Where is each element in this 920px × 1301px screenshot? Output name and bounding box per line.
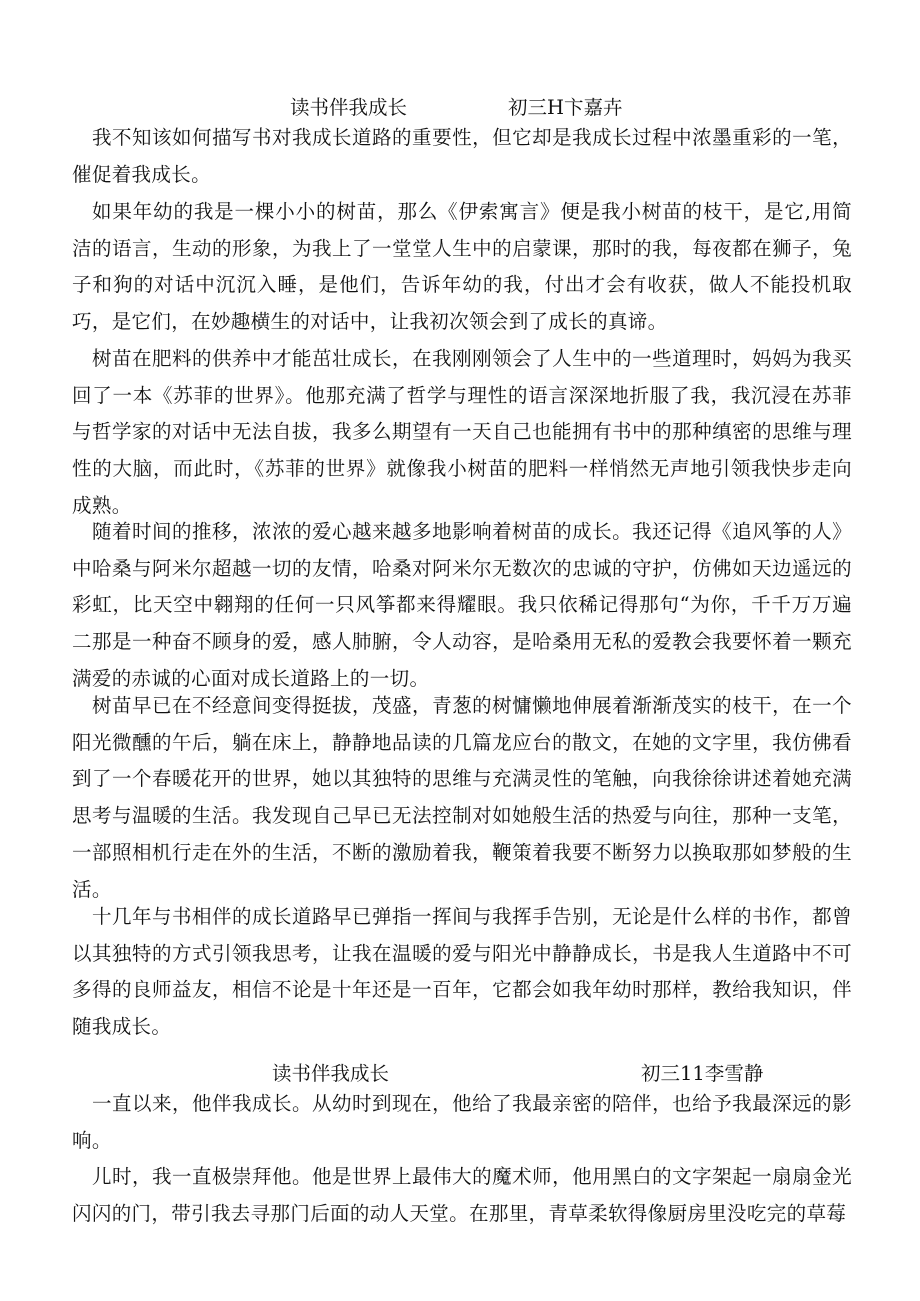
essay1-paragraph-2: 如果年幼的我是一棵小小的树苗，那么《伊索寓言》便是我小树苗的枝干，是它,用简洁的语言，生动的形象，为我上了一堂堂人生中的启蒙课，那时的我，每夜都在狮子，兔子和狗的对话中沉沉入睡，是他们，告诉年幼的我，付出才会有收获，做人不能投机取巧，是它们，在妙趣横生的对话中，让我初次领会到了成长的真谛。 [72,200,852,334]
essay2-paragraph-2: 儿时，我一直极崇拜他。他是世界上最伟大的魔术师，他用黑白的文字架起一扇扇金光闪闪的门，带引我去寻那门后面的动人天堂。在那里，青草柔软得像厨房里没吃完的草莓 [72,1165,852,1225]
essay2-byline: 初三11李雪静 [641,1062,764,1085]
essay1-paragraph-6: 十几年与书相伴的成长道路早已弹指一挥间与我挥手告别，无论是什么样的书作，都曾以其独特的方式引领我思考，让我在温暖的爱与阳光中静静成长，书是我人生道路中不可多得的良师益友，相信不论是十年还是一百年，它都会如我年幼时那样，教给我知识，伴随我成长。 [72,905,852,1039]
essay2-paragraph-1: 一直以来，他伴我成长。从幼时到现在，他给了我最亲密的陪伴，也给予我最深远的影响。 [72,1092,852,1152]
essay1-title: 读书伴我成长 [290,96,408,119]
essay1-paragraph-5: 树苗早已在不经意间变得挺拔，茂盛，青葱的树慵懒地伸展着渐渐茂实的枝干，在一个阳光微醺的午后，躺在床上，静静地品读的几篇龙应台的散文，在她的文字里，我仿佛看到了一个春暖花开的世界，她以其独特的思维与充满灵性的笔触，向我徐徐讲述着她充满思考与温暖的生活。我发现自己早已无法控制对如她般生活的热爱与向往，那种一支笔，一部照相机行走在外的生活，不断的激励着我，鞭策着我要不断努力以换取那如梦般的生活。 [72,694,852,901]
essay1-paragraph-1: 我不知该如何描写书对我成长道路的重要性，但它却是我成长过程中浓墨重彩的一笔，催促着我成长。 [72,126,852,186]
essay2-title: 读书伴我成长 [272,1062,390,1085]
essay1-paragraph-3: 树苗在肥料的供养中才能茁壮成长，在我刚刚领会了人生中的一些道理时，妈妈为我买回了一本《苏菲的世界》。他那充满了哲学与理性的语言深深地折服了我，我沉浸在苏菲与哲学家的对话中无法自拔，我多么期望有一天自己也能拥有书中的那种缜密的思维与理性的大脑，而此时，《苏菲的世界》就像我小树苗的肥料一样悄然无声地引领我快步走向成熟。 [72,347,852,517]
essay1-paragraph-4: 随着时间的推移，浓浓的爱心越来越多地影响着树苗的成长。我还记得《追风筝的人》中哈桑与阿米尔超越一切的友情，哈桑对阿米尔无数次的忠诚的守护，仿佛如天边遥远的彩虹，比天空中翱翔的任何一只风筝都来得耀眼。我只依稀记得那句“为你，千千万万遍二那是一种奋不顾身的爱，感人肺腑，令人动容，是哈桑用无私的爱教会我要怀着一颗充满爱的赤诚的心面对成长道路上的一切。 [72,520,852,690]
essay1-byline: 初三H卞嘉卉 [508,96,623,119]
